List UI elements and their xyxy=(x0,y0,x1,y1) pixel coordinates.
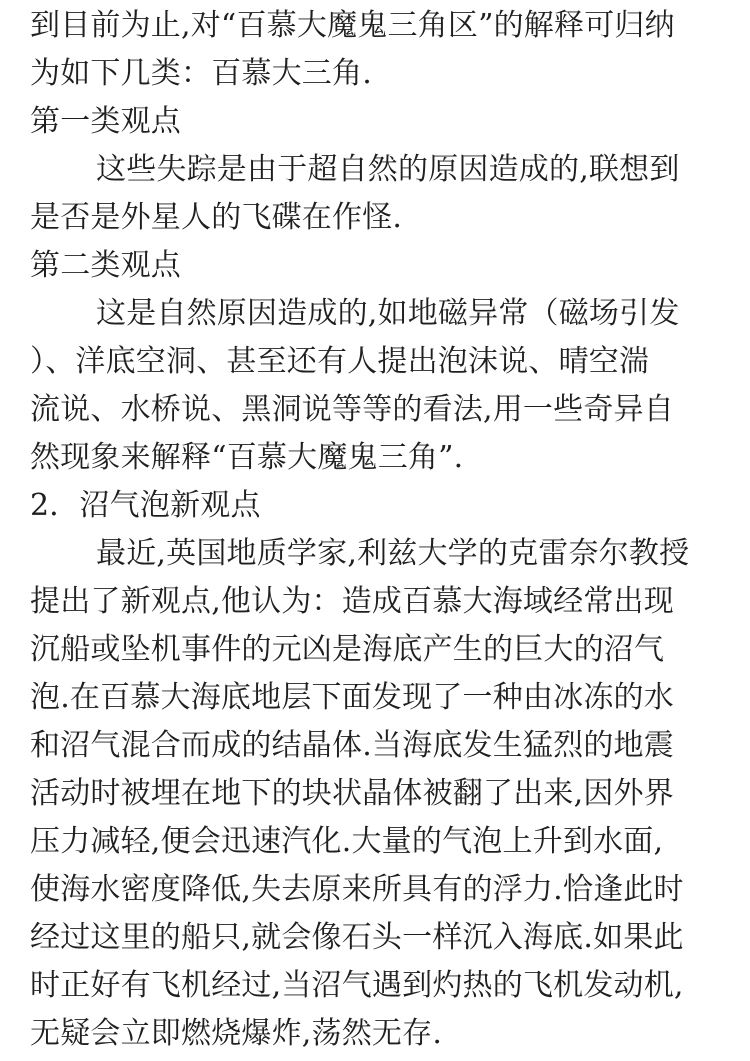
text-line-19: 使海水密度降低,失去原来所具有的浮力.恰逢此时 xyxy=(30,872,684,907)
text-line-20: 经过这里的船只,就会像石头一样沉入海底.如果此 xyxy=(30,920,684,955)
text-line-5: 是否是外星人的飞碟在作怪. xyxy=(30,200,403,235)
text-line-15: 泡.在百慕大海底地层下面发现了一种由冰冻的水 xyxy=(30,680,674,715)
text-line-12: 最近,英国地质学家,利兹大学的克雷奈尔教授 xyxy=(96,536,690,571)
text-line-10: 然现象来解释“百慕大魔鬼三角”. xyxy=(30,440,464,475)
text-line-14: 沉船或坠机事件的元凶是海底产生的巨大的沼气 xyxy=(30,632,665,667)
section-heading-1: 第一类观点 xyxy=(30,104,181,139)
text-line-4: 这些失踪是由于超自然的原因造成的,联想到 xyxy=(96,152,680,187)
text-line-13: 提出了新观点,他认为：造成百慕大海域经常出现 xyxy=(30,584,674,619)
text-line-18: 压力减轻,便会迅速汽化.大量的气泡上升到水面, xyxy=(30,824,664,859)
text-line-8: ）、洋底空洞、甚至还有人提出泡沫说、晴空湍 xyxy=(30,344,650,379)
text-line-7: 这是自然原因造成的,如地磁异常（磁场引发 xyxy=(96,296,680,331)
section-heading-2: 第二类观点 xyxy=(30,248,181,283)
text-line-2: 为如下几类：百慕大三角. xyxy=(30,56,372,91)
text-line-22: 无疑会立即燃烧爆炸,荡然无存. xyxy=(30,1016,443,1051)
text-line-1: 到目前为止,对“百慕大魔鬼三角区”的解释可归纳 xyxy=(30,8,675,43)
section-heading-3: 2．沼气泡新观点 xyxy=(30,488,261,523)
text-line-9: 流说、水桥说、黑洞说等等的看法,用一些奇异自 xyxy=(30,392,674,427)
text-line-21: 时正好有飞机经过,当沼气遇到灼热的飞机发动机, xyxy=(30,968,684,1003)
text-line-17: 活动时被埋在地下的块状晶体被翻了出来,因外界 xyxy=(30,776,674,811)
text-line-16: 和沼气混合而成的结晶体.当海底发生猛烈的地震 xyxy=(30,728,674,763)
